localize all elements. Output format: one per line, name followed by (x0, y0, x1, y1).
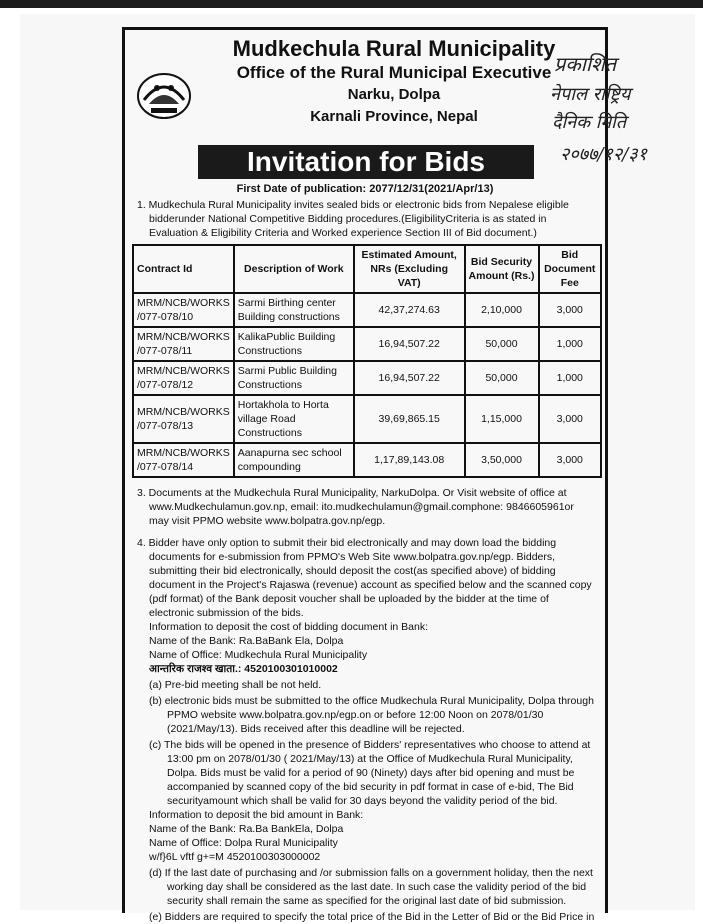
notice-page (122, 27, 608, 923)
contract-id: MRM/NCB/WORKS /077-078/14 (133, 443, 234, 477)
scan-top-edge (0, 0, 703, 8)
document-fee: 1,000 (539, 327, 602, 361)
handwritten-publication-note (540, 50, 700, 170)
contract-id: MRM/NCB/WORKS /077-078/11 (133, 327, 234, 361)
deposit-info-heading: Information to deposit the cost of bidding document in Bank: (149, 621, 429, 633)
work-description: Hortakhola to Horta village Road Constructions (234, 395, 354, 443)
handwritten-published: प्रकाशित (554, 52, 617, 76)
intro-paragraph: 1. Mudkechula Rural Municipality invites sealed bids or electronic bids from Nepalese eligible bidderunder National Competitive Bidding procedures.(EligibilityCriteria is as stated in Evaluation & Eligibility Criteria and Worked experience Section III of Bid document.) (137, 199, 569, 239)
table-row (133, 395, 601, 443)
handwritten-daily-date: दैनिक मिति (552, 112, 627, 133)
contract-id: MRM/NCB/WORKS /077-078/10 (133, 293, 234, 327)
paragraph-4-e-submission: 4. Bidder have only option to submit their bid electronically and may down load the bidding documents for e-submission from PPMO's Web Site www.bolpatra.gov.np/egp. Bidders, submitting their bid electronically, should deposit the cost(as specified above) of bidding document in the Project's Rajaswa (revenue) account as specified below and the scanned copy (pdf format) of the Bank deposit voucher shall be uploaded by the bidder at the time of electronic submission of the bids. (137, 537, 592, 619)
contract-id: MRM/NCB/WORKS /077-078/13 (133, 395, 234, 443)
bank-name-1: Name of the Bank: Ra.BaBank Ela, Dolpa (149, 635, 344, 647)
item-b-submission: (b) electronic bids must be submitted to the office Mudkechula Rural Municipality, Dolpa through PPMO website www.bolpatra.gov.np/egp.on or before 12:00 Noon on 2078/01/30 (2021/May/13). Bids received after this deadline will be rejected. (149, 695, 594, 735)
bid-security: 3,50,000 (465, 443, 539, 477)
bid-security: 2,10,000 (465, 293, 539, 327)
bids-table (132, 244, 602, 478)
notice-body (135, 198, 595, 924)
paragraph-3-documents: 3. Documents at the Mudkechula Rural Municipality, NarkuDolpa. Or Visit website of office at www.Mudkechulamun.gov.np, email: ito.mudkechulamun@gmail.comphone: 9846605961or may visit PPMO website www.bolpatra.gov.np/egp. (137, 487, 574, 527)
col-bid-security: Bid Security Amount (Rs.) (465, 245, 539, 293)
handwritten-date: २०७७/१२/३१ (560, 144, 648, 165)
office-name-2: Name of Office: Dolpa Rural Municipality (149, 837, 338, 849)
table-row (133, 361, 601, 395)
municipality-name: Mudkechula Rural Municipality (232, 36, 556, 61)
document-fee: 3,000 (539, 293, 602, 327)
work-description: Sarmi Birthing center Building constructions (234, 293, 354, 327)
bid-security: 50,000 (465, 327, 539, 361)
handwritten-newspaper: नेपाल राष्ट्रिय (550, 84, 631, 105)
item-e-price: (e) Bidders are required to specify the total price of the Bid in the Letter of Bid or the Bid Price in (149, 911, 595, 923)
document-fee: 3,000 (539, 395, 602, 443)
estimated-amount: 16,94,507.22 (354, 327, 465, 361)
table-row (133, 443, 601, 477)
province: Karnali Province, Nepal (310, 108, 478, 125)
bank-name-2: Name of the Bank: Ra.Ba BankEla, Dolpa (149, 823, 344, 835)
estimated-amount: 1,17,89,143.08 (354, 443, 465, 477)
work-description: KalikaPublic Building Constructions (234, 327, 354, 361)
invitation-banner: Invitation for Bids (198, 145, 534, 179)
item-a-prebid: (a) Pre-bid meeting shall be not held. (149, 679, 322, 691)
estimated-amount: 16,94,507.22 (354, 361, 465, 395)
office-name: Office of the Rural Municipal Executive (236, 63, 552, 82)
revenue-account-1: आन्तरिक राजश्व खाता.: 4520100301010002 (149, 663, 338, 675)
location: Narku, Dolpa (347, 86, 441, 103)
table-row (133, 293, 601, 327)
estimated-amount: 39,69,865.15 (354, 395, 465, 443)
first-publication-date: First Date of publication: 2077/12/31(2021/Apr/13) (236, 183, 494, 195)
col-description: Description of Work (234, 245, 354, 293)
col-contract-id: Contract Id (133, 245, 234, 293)
bid-amount-info-heading: Information to deposit the bid amount in Bank: (149, 809, 364, 821)
bid-security: 50,000 (465, 361, 539, 395)
document-fee: 1,000 (539, 361, 602, 395)
document-fee: 3,000 (539, 443, 602, 477)
office-name-1: Name of Office: Mudkechula Rural Municipality (149, 649, 368, 661)
col-document-fee: Bid Document Fee (539, 245, 602, 293)
table-row (133, 327, 601, 361)
item-d-holiday: (d) If the last date of purchasing and /or submission falls on a government holiday, then the next working day shall be considered as the last date. In such case the validity period of the bid security shall remain the same as specified for the original last date of bid submission. (149, 867, 593, 907)
col-estimated-amount: Estimated Amount, NRs (Excluding VAT) (354, 245, 465, 293)
account-2: w/f}6L vftf g+=M 4520100303000002 (149, 851, 321, 863)
contract-id: MRM/NCB/WORKS /077-078/12 (133, 361, 234, 395)
table-header-row (133, 245, 601, 293)
estimated-amount: 42,37,274.63 (354, 293, 465, 327)
work-description: Sarmi Public Building Constructions (234, 361, 354, 395)
work-description: Aanapurna sec school compounding (234, 443, 354, 477)
item-c-opening: (c) The bids will be opened in the presence of Bidders' representatives who choose to attend at 13:00 pm on 2078/01/30 ( 2021/May/13) at the Office of Mudkechula Rural Municipality, Dolpa. Bids must be valid for a period of 90 (Ninety) days after bid opening and must be accompanied by scanned copy of the bid security in pdf format in case of e-bid, The Bid securityamount which shall be valid for 30 days beyond the validity period of the bid. (149, 739, 591, 807)
bid-security: 1,15,000 (465, 395, 539, 443)
